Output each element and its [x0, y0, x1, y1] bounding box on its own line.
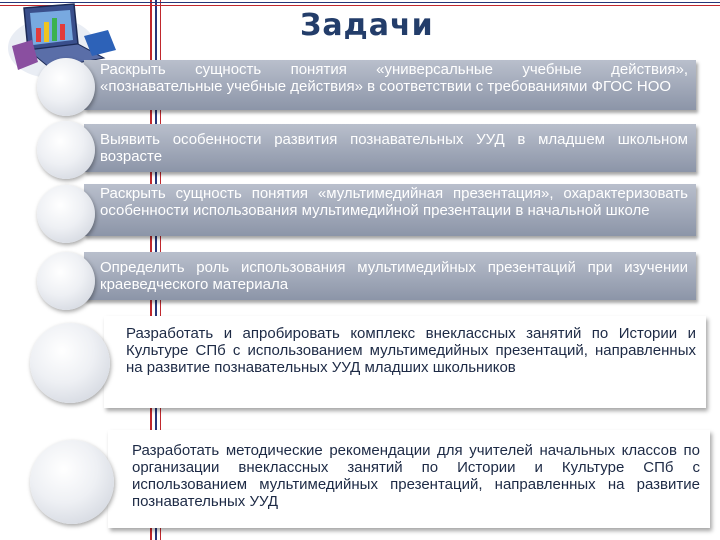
task-text-1: Раскрыть сущность понятия «универсальные учебные действия», «познавательные учебные действия» в соответствии с требованиями ФГОС НОО: [100, 61, 688, 95]
task-text-5: Разработать и апробировать комплекс внеклассных занятий по Истории и Культуре СПб с использованием мультимедийных презентаций, направленных на развитие познавательных УУД младших школьников: [126, 325, 696, 376]
task-box-2: [84, 124, 696, 172]
task-text-3: Раскрыть сущность понятия «мультимедийная презентация», охарактеризовать особенности использования мультимедийной презентации в начальной школе: [100, 185, 688, 219]
task-box-4: [84, 252, 696, 300]
bullet-circle-5: [30, 323, 110, 403]
page-title: Задачи: [300, 8, 434, 43]
bullet-circle-1: [37, 58, 95, 116]
task-text-4: Определить роль использования мультимедийных презентаций при изучении краеведческого материала: [100, 259, 688, 293]
task-text-2: Выявить особенности развития познавательных УУД в младшем школьном возрасте: [100, 131, 688, 165]
task-box-5: [104, 316, 706, 408]
bullet-circle-2: [37, 121, 95, 179]
task-box-3: [84, 184, 696, 236]
task-box-6: [108, 430, 710, 528]
bullet-circle-3: [37, 185, 95, 243]
bullet-circle-4: [37, 252, 95, 310]
task-text-6: Разработать методические рекомендации для учителей начальных классов по организации внеклассных занятий по Истории и Культуре СПб с использованием мультимедийных презентаций, направленных на развитие познавательных УУД: [132, 442, 700, 510]
bullet-circle-6: [30, 440, 114, 524]
task-box-1: [84, 60, 696, 110]
